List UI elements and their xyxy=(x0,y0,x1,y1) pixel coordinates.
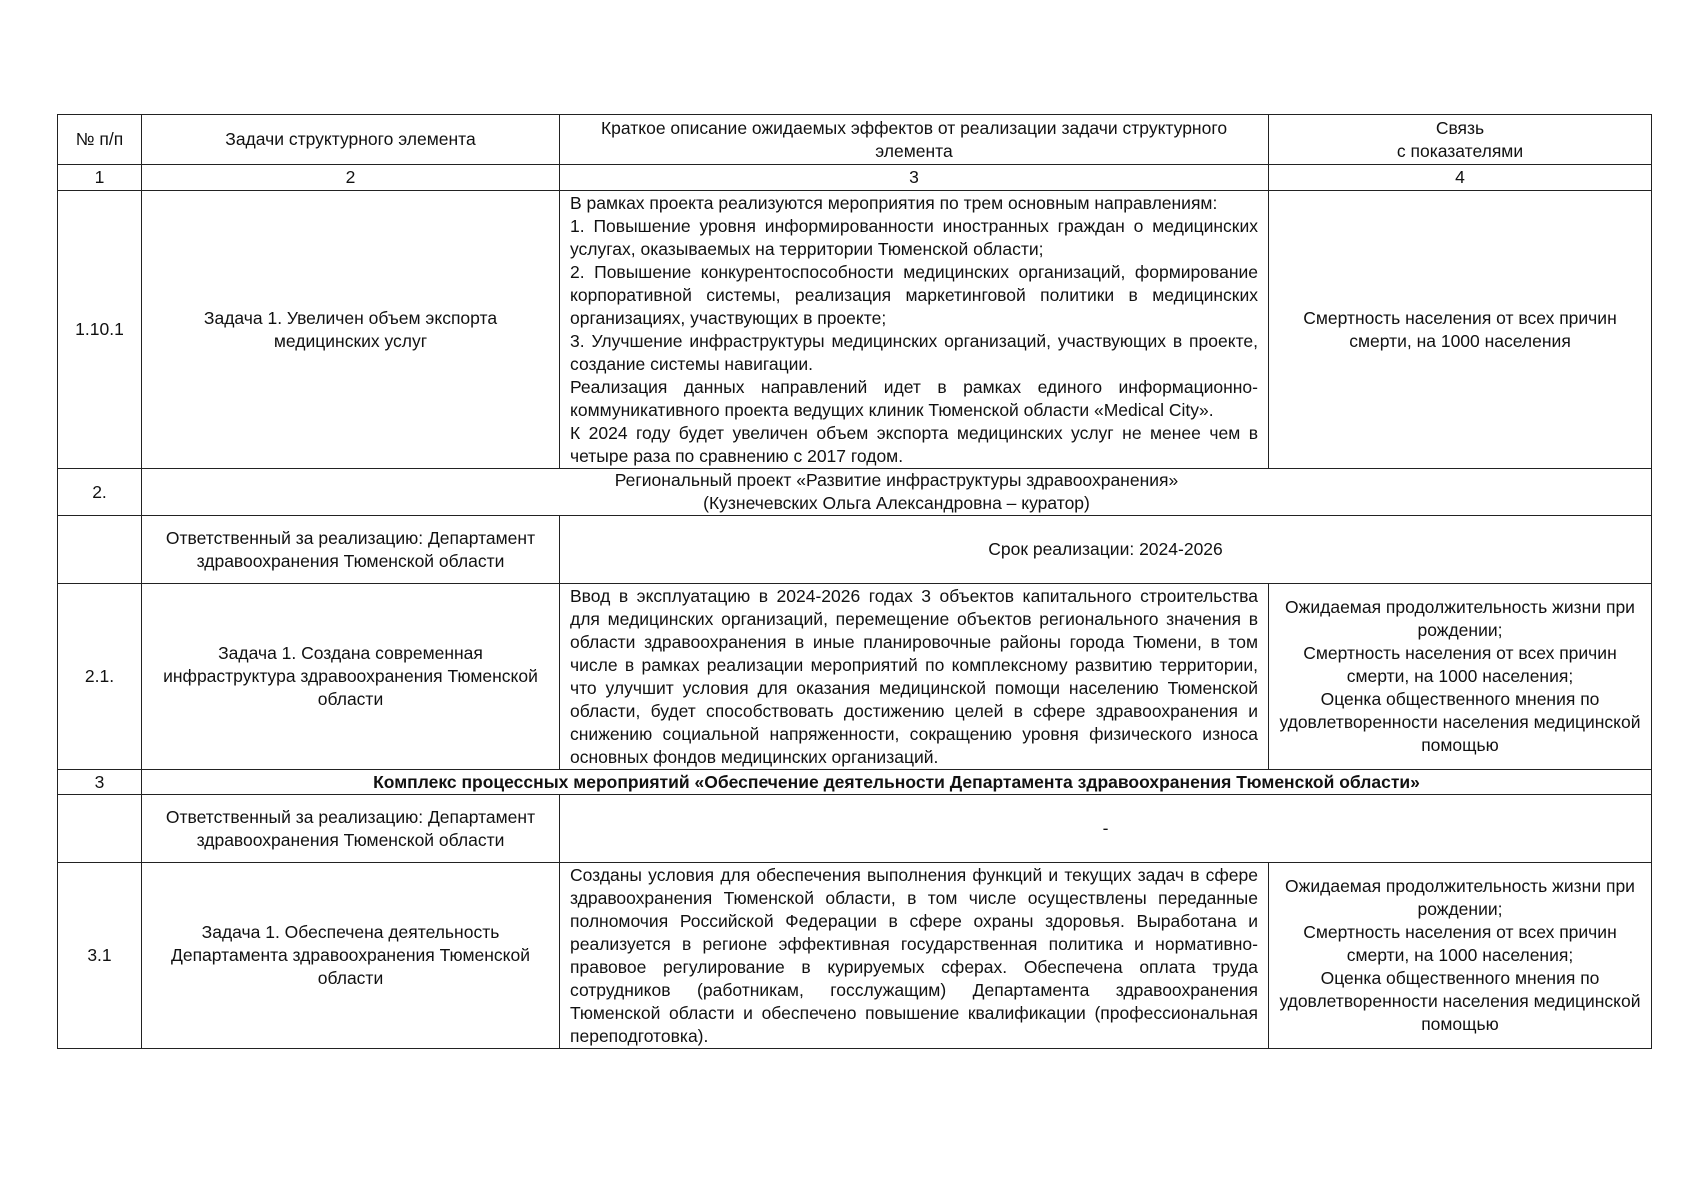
header-description: Краткое описание ожидаемых эффектов от реализации задачи структурного элемента xyxy=(560,115,1269,165)
section-row xyxy=(58,770,1652,795)
document-page xyxy=(57,114,1651,1049)
description-cell: Созданы условия для обеспечения выполнения функций и текущих задач в сфере здравоохранения Тюменской области, в том числе осуществлены переданные полномочия Российской Федерации в сфере охраны здоровья. Выработана и реализуется в регионе эффективная государственная политика и нормативно-правовое регулирование в курируемых сферах. Обеспечена оплата труда сотрудников (работникам, госслужащим) Департамента здравоохранения Тюменской области и обеспечено повышение квалификации (профессиональная переподготовка). xyxy=(560,863,1269,1049)
responsible-row xyxy=(58,795,1652,863)
table-row xyxy=(58,191,1652,469)
row-number: 2.1. xyxy=(58,584,142,770)
term-cell: Срок реализации: 2024-2026 xyxy=(560,516,1652,584)
task-cell: Задача 1. Создана современная инфраструктура здравоохранения Тюменской области xyxy=(142,584,560,770)
section-title: Комплекс процессных мероприятий «Обеспечение деятельности Департамента здравоохранения Тюменской области» xyxy=(142,770,1652,795)
task-cell: Задача 1. Увеличен объем экспорта медицинских услуг xyxy=(142,191,560,469)
description-cell: Ввод в эксплуатацию в 2024-2026 годах 3 объектов капитального строительства для медицинских организаций, перемещение объектов регионального значения в области здравоохранения в иные планировочные районы города Тюмени, в том числе в рамках реализации мероприятий по комплексному развитию территории, что улучшит условия для оказания медицинской помощи населению Тюменской области, будет способствовать достижению целей в сфере здравоохранения и снижению социальной напряженности, сокращению уровня физического износа основных фондов медицинских организаций. xyxy=(560,584,1269,770)
indicators-cell: Смертность населения от всех причин смерти, на 1000 населения xyxy=(1269,191,1652,469)
header-number: № п/п xyxy=(58,115,142,165)
section-row xyxy=(58,469,1652,516)
column-number: 4 xyxy=(1269,165,1652,191)
column-number: 2 xyxy=(142,165,560,191)
row-number-empty xyxy=(58,795,142,863)
indicators-cell: Ожидаемая продолжительность жизни при рождении; Смертность населения от всех причин смерти, на 1000 населения; Оценка общественного мнения по удовлетворенности населения медицинской помощью xyxy=(1269,863,1652,1049)
section-number: 3 xyxy=(58,770,142,795)
row-number-empty xyxy=(58,516,142,584)
row-number: 1.10.1 xyxy=(58,191,142,469)
task-cell: Задача 1. Обеспечена деятельность Департамента здравоохранения Тюменской области xyxy=(142,863,560,1049)
table-row xyxy=(58,863,1652,1049)
section-number: 2. xyxy=(58,469,142,516)
tasks-table xyxy=(57,114,1652,1049)
column-number: 1 xyxy=(58,165,142,191)
indicators-cell: Ожидаемая продолжительность жизни при рождении; Смертность населения от всех причин смерти, на 1000 населения; Оценка общественного мнения по удовлетворенности населения медицинской помощью xyxy=(1269,584,1652,770)
table-header-row xyxy=(58,115,1652,165)
responsible-cell: Ответственный за реализацию: Департамент здравоохранения Тюменской области xyxy=(142,795,560,863)
table-row xyxy=(58,584,1652,770)
header-indicators: Связь с показателями xyxy=(1269,115,1652,165)
column-numbering-row xyxy=(58,165,1652,191)
responsible-cell: Ответственный за реализацию: Департамент здравоохранения Тюменской области xyxy=(142,516,560,584)
row-number: 3.1 xyxy=(58,863,142,1049)
column-number: 3 xyxy=(560,165,1269,191)
responsible-row xyxy=(58,516,1652,584)
header-tasks: Задачи структурного элемента xyxy=(142,115,560,165)
description-cell: В рамках проекта реализуются мероприятия по трем основным направлениям: 1. Повышение уровня информированности иностранных граждан о медицинских услугах, оказываемых на территории Тюменской области; 2. Повышение конкурентоспособности медицинских организаций, формирование корпоративной системы, реализация маркетинговой политики в медицинских организациях, участвующих в проекте; 3. Улучшение инфраструктуры медицинских организаций, участвующих в проекте, создание системы навигации. Реализация данных направлений идет в рамках единого информационно-коммуникативного проекта ведущих клиник Тюменской области «Medical City». К 2024 году будет увеличен объем экспорта медицинских услуг не менее чем в четыре раза по сравнению с 2017 годом. xyxy=(560,191,1269,469)
section-title: Региональный проект «Развитие инфраструктуры здравоохранения» (Кузнечевских Ольга Александровна – куратор) xyxy=(142,469,1652,516)
term-cell: - xyxy=(560,795,1652,863)
